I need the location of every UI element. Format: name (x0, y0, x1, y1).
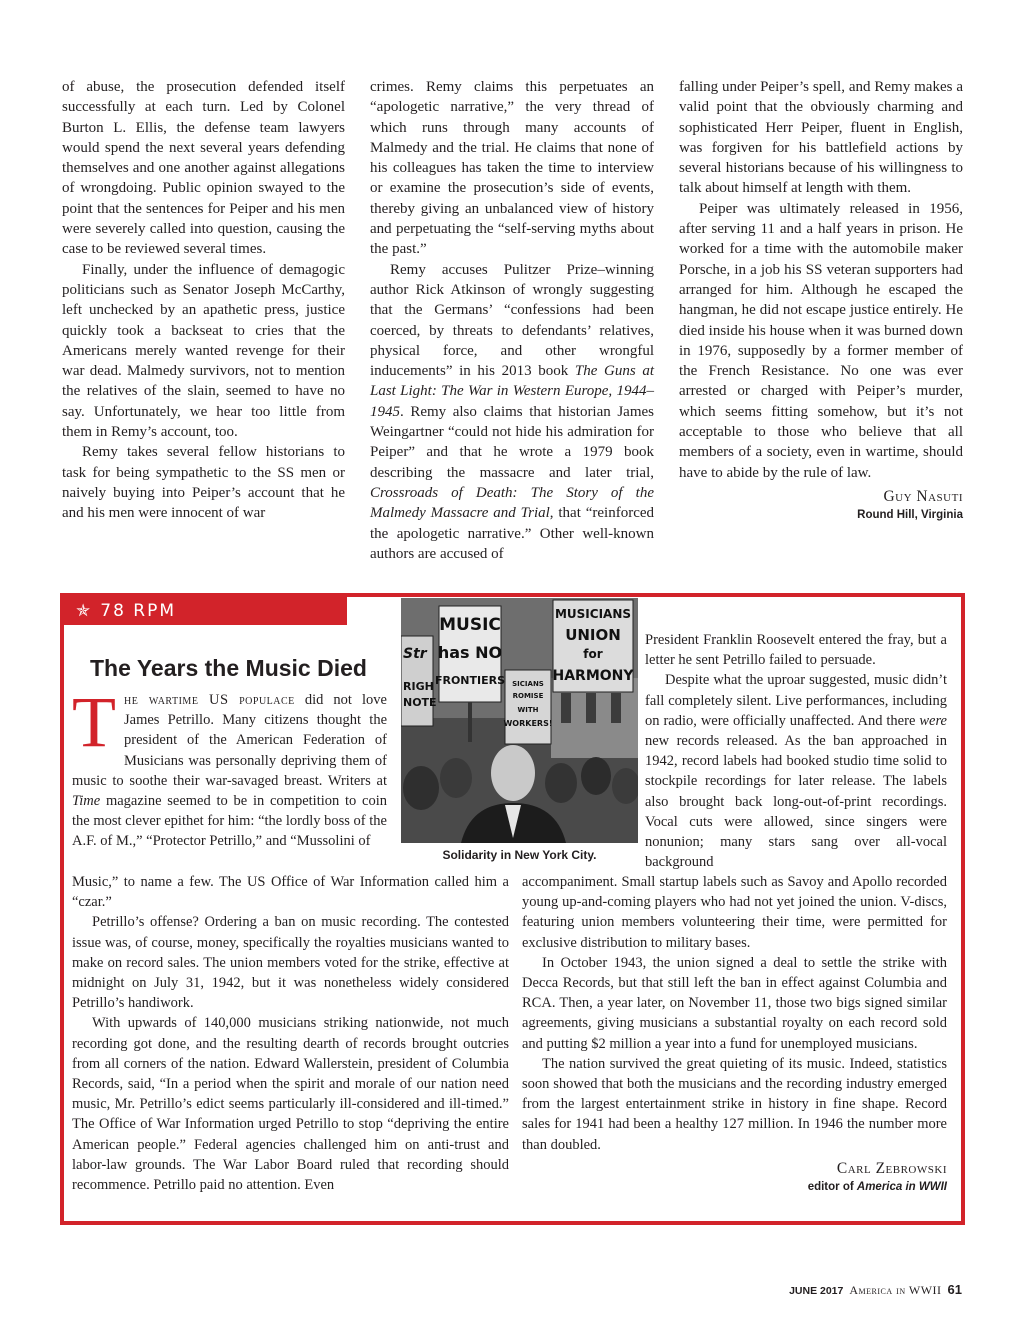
letter-paragraph: of abuse, the prosecution defended itself successfully at each turn. Led by Colonel Burton L. Ellis, the defense team lawyers would spend the next several years defending themselves and one another against allegations of wrongdoing. Public opinion swayed to the point that the sentences for Peiper and his men were severely called into question, causing the case to be reviewed several times. (62, 79, 345, 258)
text-run: magazine seemed to be in competition to coin the most clever epithet for him: “the lordly boss of the A.F. of M.,” “Protector Petrillo,” and “Mussolini of (72, 793, 387, 850)
letter-column-2 (370, 77, 654, 564)
sidebar-lead-paragraph (72, 682, 387, 852)
sign-text: HARMONY (552, 668, 634, 684)
issue-date: JUNE 2017 (789, 1285, 844, 1297)
letter-paragraph: crimes. Remy claims this perpetuates an “apologetic narrative,” the very thread of which runs through many accounts of Malmedy and the trial. He claims that none of his colleagues has taken the time to interview or examine the prosecution’s side of events, thereby giving an unbalanced view of history and perpetuating the “self-serving myths about the past.” (370, 79, 654, 258)
letter-signature-place: Round Hill, Virginia (857, 509, 963, 522)
sign-text: has NO (437, 643, 503, 662)
page-number: 61 (947, 1282, 962, 1297)
text-run: editor of (807, 1181, 857, 1194)
drop-cap: T (72, 682, 116, 762)
section-tag (64, 597, 347, 625)
sign-text: MUSICIANS (554, 607, 632, 621)
sign-text: SICIANS (512, 680, 544, 688)
lead-smallcaps: he wartime US populace (123, 692, 295, 708)
text-run: did not love James Petrillo. Many citizens thought the president of the American Federation of Musicians was personally depriving them of music to soothe their war-savaged breast. Writers at (72, 692, 387, 789)
sign-text: UNION (565, 626, 621, 644)
letter-paragraph: Peiper was ultimately released in 1956, after serving 11 and a half years in prison. He worked for a time with the automobile maker Porsche, in a job his SS veteran supporters had arranged for him. Although he escaped the hangman, he did not escape justice entirely. He died inside his house when it was burned down in 1976, supposedly by a former member of the French Resistance. No one was ever arrested or charged with Peiper’s murder, which seems fitting somehow, but it’s not acceptable to those who believe that all members of a society, even in wartime, should have to abide by the rule of law. (679, 200, 963, 481)
sidebar-paragraph: Music,” to name a few. The US Office of War Information called him a “czar.” (72, 874, 509, 911)
strike-photo (401, 598, 638, 843)
letter-signature-name: Guy Nasuti (883, 487, 963, 505)
sidebar-bottom-right (522, 872, 947, 1195)
text-run: Despite what the uproar suggested, music didn’t fall completely silent. Live performances, including on radio, were officially unaffected. And there (645, 672, 947, 729)
sidebar-right-column (645, 630, 947, 872)
sign-text: NOTE (403, 696, 437, 709)
section-tag-label: 78 RPM (100, 601, 177, 621)
letter-paragraph: falling under Peiper’s spell, and Remy makes a valid point that the obviously charming and sophisticated Herr Peiper, fluent in English, was forgiven for his battlefield actions by several historians because of his willingness to talk about himself at length with them. (679, 79, 963, 197)
publication-name: America in WWII (856, 1181, 947, 1194)
sidebar-paragraph: With upwards of 140,000 musicians striking nationwide, not much recording got done, and the resulting dearth of records brought outcries from all corners of the nation. Edward Wallerstein, president of Columbia Records, said, “In a period when the spirit and morale of our nation need music, Mr. Petrillo’s edict seems particularly ill-considered and ill-timed.” The Office of War Information urged Petrillo to stop “depriving the entire American people.” Federal agencies challenged him on anti-trust and labor-law grounds. The War Labor Board ruled that recording should recommence. Petrillo paid no attention. Even (72, 1015, 509, 1194)
sidebar-bottom-left (72, 872, 509, 1195)
book-title: The Guns at Last Light: The War in Western Europe, 1944–1945 (370, 363, 654, 420)
sign-text: WORKERS! (503, 719, 553, 728)
emphasis: were (919, 712, 947, 729)
sign-text: MUSIC (439, 615, 501, 635)
photo-caption: Solidarity in New York City. (442, 848, 597, 862)
sign-text: Str (403, 646, 427, 662)
sidebar-title: The Years the Music Died (90, 655, 367, 681)
letter-paragraph (370, 260, 654, 564)
sign-text: RIGH (403, 680, 434, 693)
text-run: Remy accuses Pulitzer Prize–winning author Rick Atkinson of wrongly suggesting that the Germans’ “confessions had been coerced, by threats to defendants’ relatives, physical force, and other wrongful inducements” in his 2013 book (370, 261, 654, 380)
sidebar-paragraph: In October 1943, the union signed a deal to settle the strike with Decca Records, but that still left the ban in effect against Columbia and RCA. Then, a year later, on November 11, those two bigs signed similar agreements, giving musicians a substantial royalty on each record sold and putting $2 million a year into a fund for unemployed musicians. (522, 954, 947, 1052)
sign-text: ROMISE (512, 692, 544, 700)
page-footer (789, 1282, 962, 1298)
sidebar-paragraph: President Franklin Roosevelt entered the fray, but a letter he sent Petrillo failed to persuade. (645, 632, 947, 669)
publication-name: America in WWII (849, 1283, 942, 1297)
sidebar-paragraph (645, 670, 947, 872)
photo-illustration (401, 598, 638, 843)
letter-paragraph: Finally, under the influence of demagogic politicians such as Senator Joseph McCarthy, left unchecked by an apathetic press, justice quickly took a backseat to cries that the Americans merely wanted revenge for their war dead. Malmedy survivors, not to mention the relatives of the slain, seemed to have no say. Unfortunately, we hear too little from them in Remy’s account, too. (62, 261, 345, 441)
sidebar-paragraph: Petrillo’s offense? Ordering a ban on music recording. The contested issue was, of course, money, specifically the royalties musicians wanted to make on record sales. The union members voted for the strike, effective at midnight on July 31, 1942, but it was nonetheless widely considered Petrillo’s handiwork. (72, 914, 509, 1012)
star-icon: ✯ (76, 601, 93, 621)
text-run: new records released. As the ban approached in 1942, record labels had booked studio time solid to stockpile recordings for later release. The labels also brought back long-out-of-print recordings. Vocal cuts were allowed, since singers were nonunion; many stars sang over all-vocal background (645, 733, 947, 871)
magazine-name: Time (72, 793, 101, 810)
book-title: Crossroads of Death: The Story of the Malmedy Massacre and Trial (370, 484, 654, 522)
sidebar-signature-role (522, 1179, 947, 1195)
letter-column-3 (679, 77, 963, 523)
sidebar-signature-name: Carl Zebrowski (836, 1159, 947, 1177)
letter-paragraph: Remy takes several fellow historians to task for being sympathetic to the SS men or naively buying into Peiper’s account that he and his men were innocent of war (62, 444, 345, 522)
text-run: , that “reinforced the apologetic narrative.” Other well-known authors are accused of (370, 505, 655, 562)
sidebar-78rpm (60, 593, 965, 1225)
sign-text: WITH (517, 706, 539, 714)
sign-text: FRONTIERS (434, 674, 506, 687)
text-run: . Remy also claims that historian James Weingartner “could not hide his admiration for Peiper” and that he wrote a 1979 book describing the massacre and later trial, (370, 403, 654, 481)
sidebar-paragraph: accompaniment. Small startup labels such as Savoy and Apollo recorded young up-and-coming players who had not yet joined the union. V-discs, featuring union members volunteering their time, were permitted for exclusive distribution to military bases. (522, 874, 947, 951)
letter-column-1 (62, 77, 345, 524)
sidebar-paragraph: The nation survived the great quieting of its music. Indeed, statistics soon showed that both the musicians and the recording industry emerged from the largest entertainment strike in history in fine shape. Record sales for 1941 had been a healthy 127 million. In 1946 the number more than doubled. (522, 1055, 947, 1153)
sign-text: for (583, 647, 603, 661)
